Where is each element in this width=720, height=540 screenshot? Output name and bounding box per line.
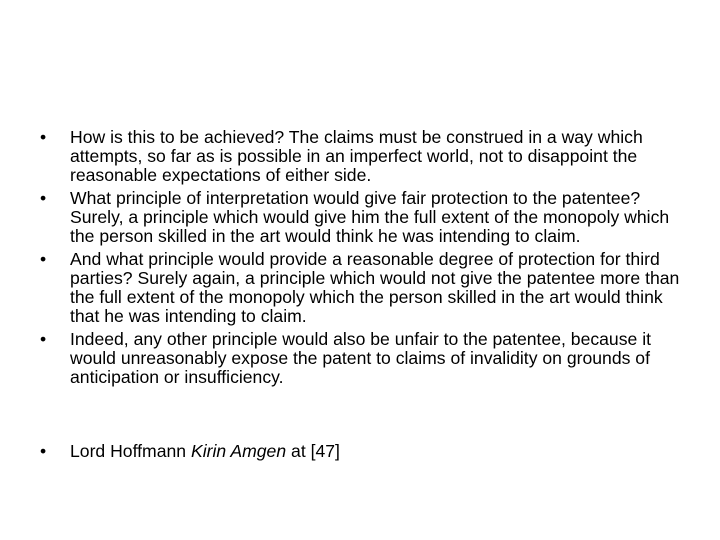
bullet-marker: • [40,188,47,208]
bullet-text: And what principle would provide a reasonable degree of protection for third parties? Surely again, a principle which would not give the patentee more than the full extent of the monopoly which the person skilled in the art would think that he was intending to claim. [70,249,680,326]
quote-bullet-list [40,128,680,391]
bullet-text: What principle of interpretation would give fair protection to the patentee? Surely, a principle which would give him the full extent of the monopoly which the person skilled in the art would think he was intending to claim. [70,188,670,246]
bullet-text: How is this to be achieved? The claims must be construed in a way which attempts, so far as is possible in an imperfect world, not to disappoint the reasonable expectations of either side. [70,127,643,185]
bullet-item [40,250,680,326]
bullet-item [40,189,680,246]
citation-item [40,442,680,461]
bullet-marker: • [40,329,47,349]
citation-case-name: Kirin Amgen [190,441,287,461]
citation-list [40,442,680,461]
bullet-item [40,330,680,387]
bullet-marker: • [40,127,47,147]
citation-author: Lord Hoffmann [70,441,187,461]
bullet-marker: • [40,441,47,461]
citation-reference: at [47] [291,441,340,461]
bullet-item [40,128,680,185]
bullet-text: Indeed, any other principle would also be unfair to the patentee, because it would unreasonably expose the patent to claims of invalidity on grounds of anticipation or insufficiency. [70,329,651,387]
bullet-marker: • [40,249,47,269]
